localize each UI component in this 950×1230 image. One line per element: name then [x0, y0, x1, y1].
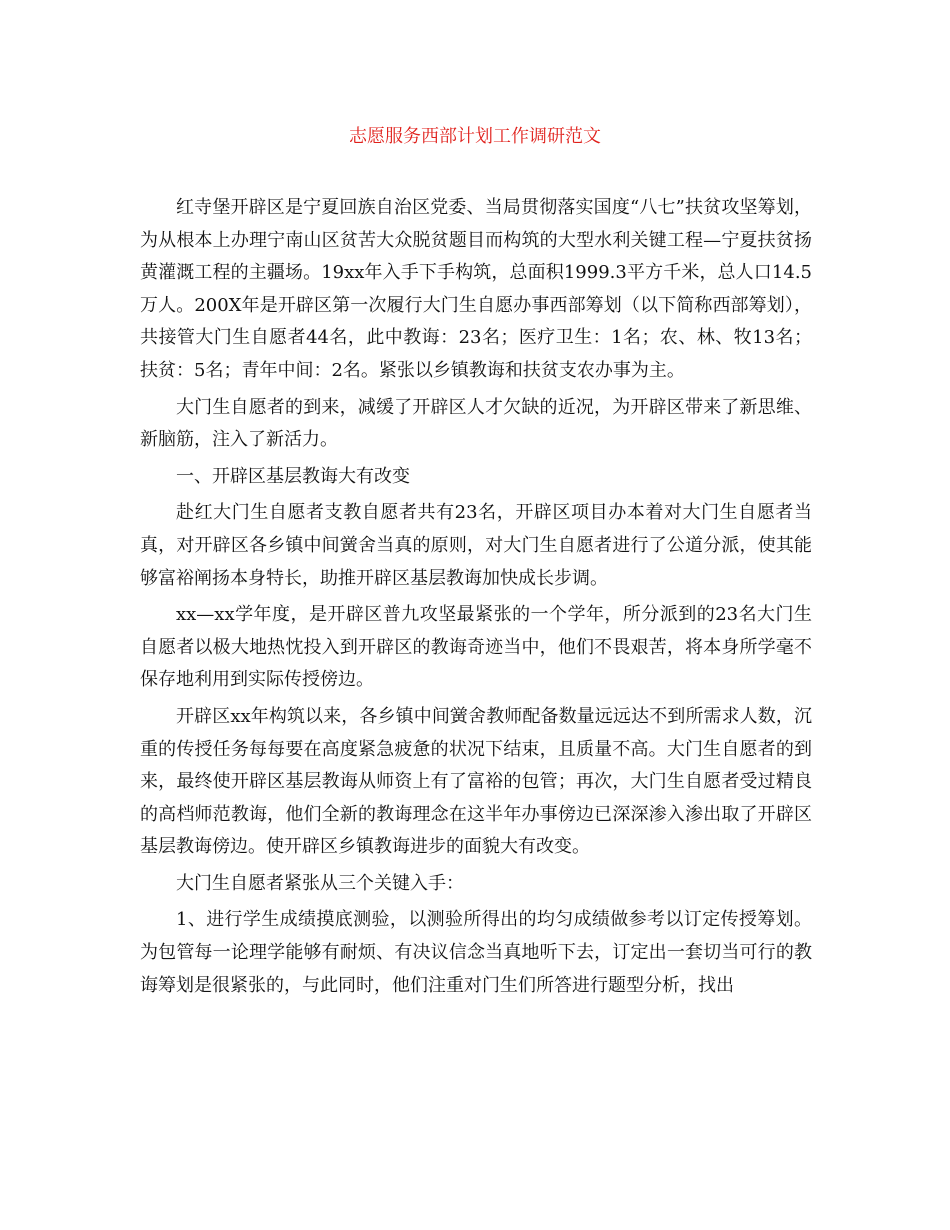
document-body: [140, 192, 812, 1006]
paragraph: 红寺堡开辟区是宁夏回族自治区党委、当局贯彻落实国度“八七”扶贫攻坚筹划，为从根本上办理宁南山区贫苦大众脱贫题目而构筑的大型水利关键工程—宁夏扶贫扬黄灌溉工程的主疆场。19xx年入手下手构筑，总面积1999.3平方千米，总人口14.5万人。200X年是开辟区第一次履行大门生自愿办事西部筹划（以下简称西部筹划），共接管大门生自愿者44名，此中教诲：23名；医疗卫生：1名；农、林、牧13名；扶贫：5名；青年中间：2名。紧张以乡镇教诲和扶贫支农办事为主。: [140, 197, 812, 381]
paragraph: 开辟区xx年构筑以来，各乡镇中间黉舍教师配备数量远远达不到所需求人数，沉重的传授任务每每要在高度紧急疲惫的状况下结束，且质量不高。大门生自愿者的到来，最终使开辟区基层教诲从师资上有了富裕的包管；再次，大门生自愿者受过精良的高档师范教诲，他们全新的教诲理念在这半年办事傍边已深深渗入渗出取了开辟区基层教诲傍边。使开辟区乡镇教诲进步的面貌大有改变。: [140, 705, 812, 858]
paragraph: 1、进行学生成绩摸底测验，以测验所得出的均匀成绩做参考以订定传授筹划。为包管每一论理学能够有耐烦、有决议信念当真地听下去，订定出一套切当可行的教诲筹划是很紧张的，与此同时，他们注重对门生们所答进行题型分析，找出: [140, 909, 812, 996]
paragraph: 大门生自愿者的到来，减缓了开辟区人才欠缺的近况，为开辟区带来了新思维、新脑筋，注入了新活力。: [140, 396, 812, 451]
paragraph: 赴红大门生自愿者支教自愿者共有23名，开辟区项目办本着对大门生自愿者当真，对开辟区各乡镇中间黉舍当真的原则，对大门生自愿者进行了公道分派，使其能够富裕阐扬本身特长，助推开辟区基层教诲加快成长步调。: [140, 502, 812, 589]
paragraph: xx—xx学年度，是开辟区普九攻坚最紧张的一个学年，所分派到的23名大门生自愿者以极大地热忱投入到开辟区的教诲奇迹当中，他们不畏艰苦，将本身所学毫不保存地利用到实际传授傍边。: [140, 604, 812, 691]
paragraph: 大门生自愿者紧张从三个关键入手：: [176, 872, 464, 894]
section-heading: 一、开辟区基层教诲大有改变: [176, 465, 410, 487]
document-title: 志愿服务西部计划工作调研范文: [349, 126, 601, 147]
